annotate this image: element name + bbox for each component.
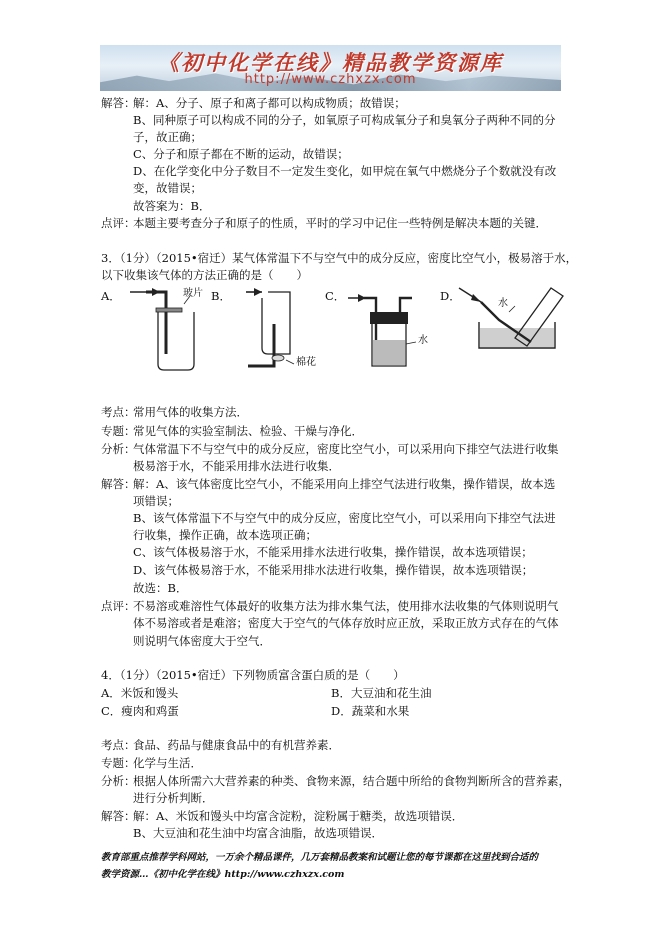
q4-zhuanti-label: 专题： [101, 756, 136, 770]
q2-answer-line: 故答案为：B． [133, 199, 211, 213]
q4-kaodian-label: 考点： [101, 738, 136, 752]
q4-option-b: B．大豆油和花生油 [331, 686, 432, 700]
q3-dianping-label: 点评： [101, 599, 136, 613]
q4-jieda-label: 解答： [101, 809, 136, 823]
q3-dianping-line: 则说明气体密度大于空气． [133, 634, 271, 648]
q2-comment-label: 点评： [101, 216, 136, 230]
q2-answer-line: B、同种原子可以构成不同的分子，如氧原子可构成氧分子和臭氧分子两种不同的分 [133, 113, 556, 127]
q3-jieda-label: 解答： [101, 477, 136, 491]
q3-fenxi-line: 气体常温下不与空气中的成分反应，密度比空气小，可以采用向下排空气法进行收集 [133, 442, 559, 456]
q4-option-a: A．米饭和馒头 [101, 686, 179, 700]
q3-label-cotton: 棉花 [296, 357, 316, 368]
q4-zhuanti: 化学与生活． [133, 756, 202, 770]
q3-jieda-line: B、该气体常温下不与空气中的成分反应，密度比空气小，可以采用向下排空气法进 [133, 511, 556, 525]
q2-answer-label: 解答： [101, 96, 136, 110]
q2-answer-line: 子，故正确； [133, 130, 202, 144]
q4-jieda-line: 解：A、米饭和馒头中均富含淀粉，淀粉属于糖类，故选项错误． [133, 809, 464, 823]
q3-fenxi-line: 极易溶于水，不能采用排水法进行收集． [133, 459, 340, 473]
q3-fenxi-label: 分析： [101, 442, 136, 456]
q4-option-d: D．蔬菜和水果 [331, 704, 410, 718]
q4-stem: 4．（1分）（2015•宿迁）下列物质富含蛋白质的是（ ） [101, 668, 405, 682]
q4-fenxi-line: 进行分析判断． [133, 791, 214, 805]
q2-answer-line: 变，故错误； [133, 181, 202, 195]
q2-answer-line: C、分子和原子都在不断的运动，故错误； [133, 147, 349, 161]
footer-line: 教学资源…《初中化学在线》http://www.czhxzx.com [101, 869, 345, 880]
q3-diagram-c [342, 284, 432, 374]
q3-label-glass-plate: 玻片 [183, 288, 203, 299]
q3-zhuanti-label: 专题： [101, 424, 136, 438]
header-banner [100, 45, 561, 91]
q3-diagram-a [118, 284, 218, 374]
q4-fenxi-line: 根据人体所需六大营养素的种类、食物来源，结合题中所给的食物判断所含的营养素， [133, 774, 570, 788]
footer-line: 教育部重点推荐学科网站，一万余个精品课件，几万套精品教案和试题让您的每节课都在这里找到合适的 [101, 852, 539, 863]
q3-option-b-label: B． [211, 289, 231, 303]
q2-comment: 本题主要考查分子和原子的性质，平时的学习中记住一些特例是解决本题的关键． [133, 216, 547, 230]
banner-url[interactable]: http://www.czhxzx.com [244, 72, 417, 87]
q2-answer-line: D、在化学变化中分子数目不一定发生变化，如甲烷在氧气中燃烧分子个数就没有改 [133, 164, 557, 178]
q3-option-a-label: A． [101, 289, 121, 303]
q3-kaodian: 常用气体的收集方法． [133, 405, 248, 419]
q3-jieda-line: 故选：B． [133, 581, 188, 595]
q3-stem-line: 以下收集该气体的方法正确的是（ ） [101, 268, 308, 282]
q3-jieda-line: 解：A、该气体密度比空气小，不能采用向上排空气法进行收集，操作错误，故本选 [133, 477, 556, 491]
q3-jieda-line: D、该气体极易溶于水，不能采用排水法进行收集，操作错误，故本选项错误； [133, 563, 534, 577]
q4-jieda-line: B、大豆油和花生油中均富含油脂，故选项错误． [133, 826, 383, 840]
q4-fenxi-label: 分析： [101, 774, 136, 788]
q3-option-c-label: C． [325, 289, 346, 303]
q3-diagram-d [455, 282, 565, 362]
q3-jieda-line: 行收集，操作正确，故本选项正确； [133, 528, 317, 542]
q3-zhuanti: 常见气体的实验室制法、检验、干燥与净化． [133, 424, 363, 438]
q3-stem-line: 3．（1分）（2015•宿迁）某气体常温下不与空气中的成分反应，密度比空气小，极易溶于水， [101, 251, 578, 265]
q3-label-water-d: 水 [498, 298, 508, 309]
q4-option-c: C．瘦肉和鸡蛋 [101, 704, 179, 718]
q3-label-water-c: 水 [418, 335, 428, 346]
q3-dianping-line: 体不易溶或者是难溶；密度大于空气的气体存放时应正放，采取正放方式存在的气体 [133, 616, 559, 630]
q3-dianping-line: 不易溶或难溶性气体最好的收集方法为排水集气法，使用排水法收集的气体则说明气 [133, 599, 559, 613]
q4-kaodian: 食品、药品与健康食品中的有机营养素． [133, 738, 340, 752]
q3-jieda-line: C、该气体极易溶于水，不能采用排水法进行收集，操作错误，故本选项错误； [133, 545, 533, 559]
q3-kaodian-label: 考点： [101, 405, 136, 419]
banner-title: 《初中化学在线》精品教学资源库 [158, 50, 503, 75]
q2-answer-line: 解：A、分子、原子和离子都可以构成物质；故错误； [133, 96, 406, 110]
q3-option-d-label: D． [440, 289, 461, 303]
q3-jieda-line: 项错误； [133, 494, 179, 508]
